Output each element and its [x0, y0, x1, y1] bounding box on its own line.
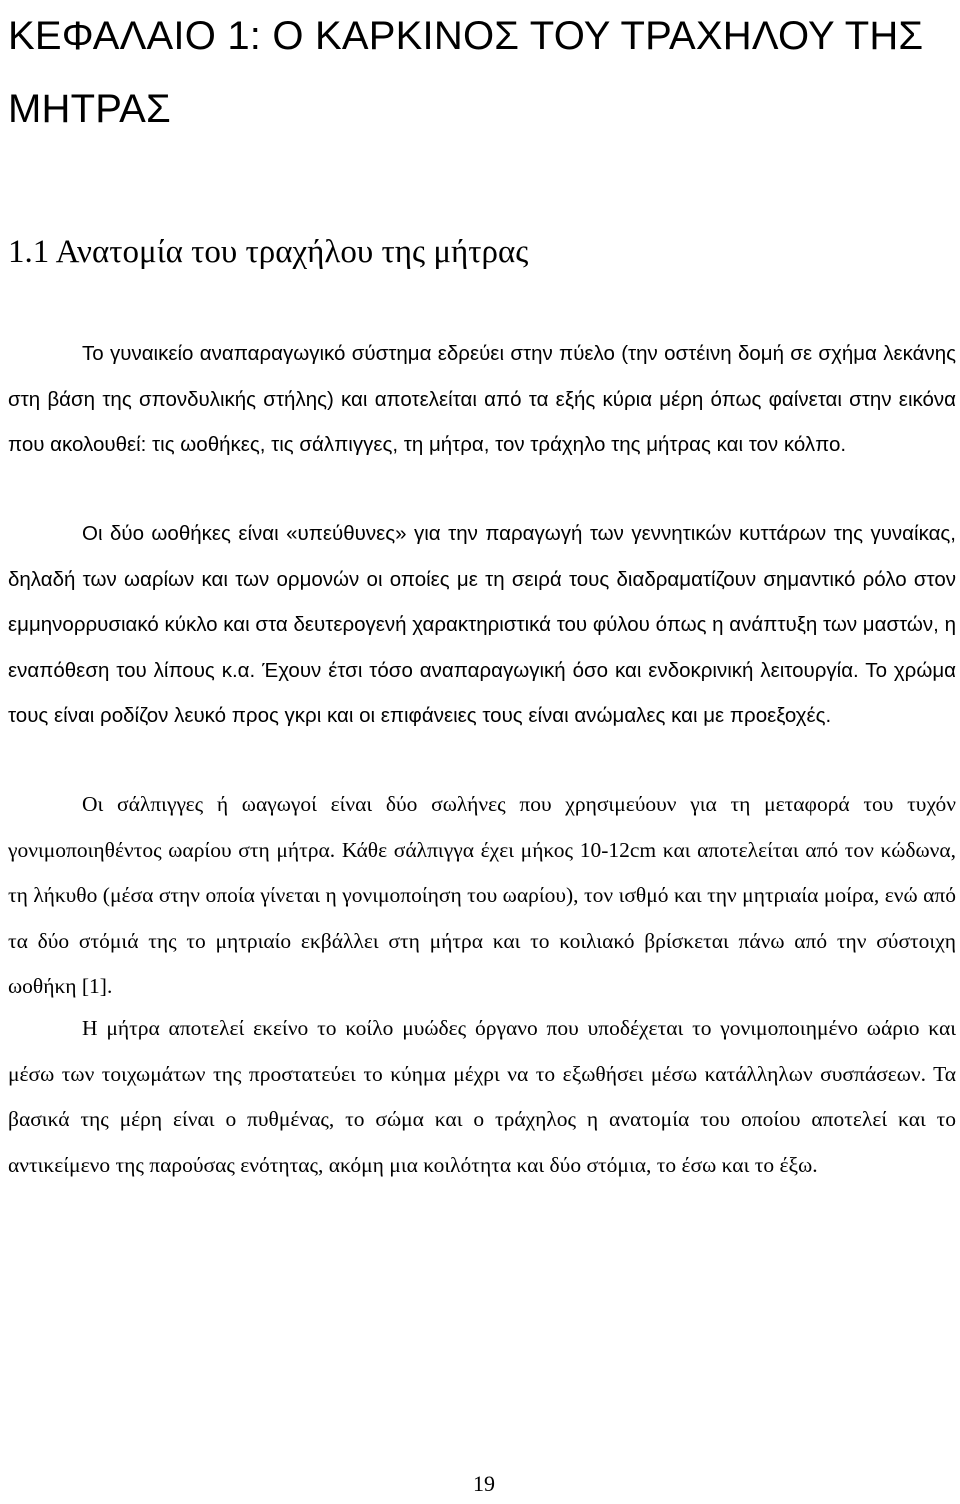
section-title: 1.1 Ανατομία του τραχήλου της μήτρας	[8, 234, 529, 270]
paragraph-ovaries: Οι δύο ωοθήκες είναι «υπεύθυνες» για την παραγωγή των γεννητικών κυττάρων της γυναίκας, δηλαδή των ωαρίων και των ορμονών οι οποίες με τη σειρά τους διαδραματίζουν σημαντικό ρόλο στον εμμηνορρυσιακό κύκλο και στα δευτερογενή χαρακτηριστικά του φύλου όπως η ανάπτυξη των μαστών, η εναπόθεση του λίπους κ.α. Έχουν έτσι τόσο αναπαραγωγική όσο και ενδοκρινική λειτουργία. Το χρώμα τους είναι ροδίζον λευκό προς γκρι και οι επιφάνειες τους είναι ανώμαλες και με προεξοχές.	[8, 522, 956, 727]
chapter-title: ΚΕΦΑΛΑΙΟ 1: Ο ΚΑΡΚΙΝΟΣ ΤΟΥ ΤΡΑΧΗΛΟΥ ΤΗΣ ΜΗΤΡΑΣ	[8, 14, 924, 131]
page-number: 19	[473, 1471, 495, 1496]
paragraph-reproductive-system: Το γυναικείο αναπαραγωγικό σύστημα εδρεύει στην πύελο (την οστέινη δομή σε σχήμα λεκάνης στη βάση της σπονδυλικής στήλης) και αποτελείται από τα εξής κύρια μέρη όπως φαίνεται στην εικόνα που ακολουθεί: τις ωοθήκες, τις σάλπιγγες, τη μήτρα, τον τράχηλο της μήτρας και τον κόλπο.	[8, 342, 956, 456]
paragraph-uterus: Η μήτρα αποτελεί εκείνο το κοίλο μυώδες όργανο που υποδέχεται το γονιμοποιημένο ωάριο και μέσω των τοιχωμάτων της προστατεύει το κύημα μέχρι να το εξωθήσει μέσω κατάλληλων συσπάσεων. Τα βασικά της μέρη είναι ο πυθμένας, το σώμα και ο τράχηλος η ανατομία του οποίου αποτελεί και το αντικείμενο της παρούσας ενότητας, ακόμη μια κοιλότητα και δύο στόμια, το έσω και το έξω.	[8, 1016, 956, 1177]
paragraph-fallopian-tubes: Οι σάλπιγγες ή ωαγωγοί είναι δύο σωλήνες που χρησιμεύουν για τη μεταφορά του τυχόν γονιμοποιηθέντος ωαρίου στη μήτρα. Κάθε σάλπιγγα έχει μήκος 10-12cm και αποτελείται από τον κώδωνα, τη λήκυθο (μέσα στην οποία γίνεται η γονιμοποίηση του ωαρίου), τον ισθμό και την μητριαία μοίρα, ενώ από τα δύο στόμιά της το μητριαίο εκβάλλει στη μήτρα και το κοιλιακό βρίσκεται πάνω από την σύστοιχη ωοθήκη [1].	[8, 792, 956, 998]
